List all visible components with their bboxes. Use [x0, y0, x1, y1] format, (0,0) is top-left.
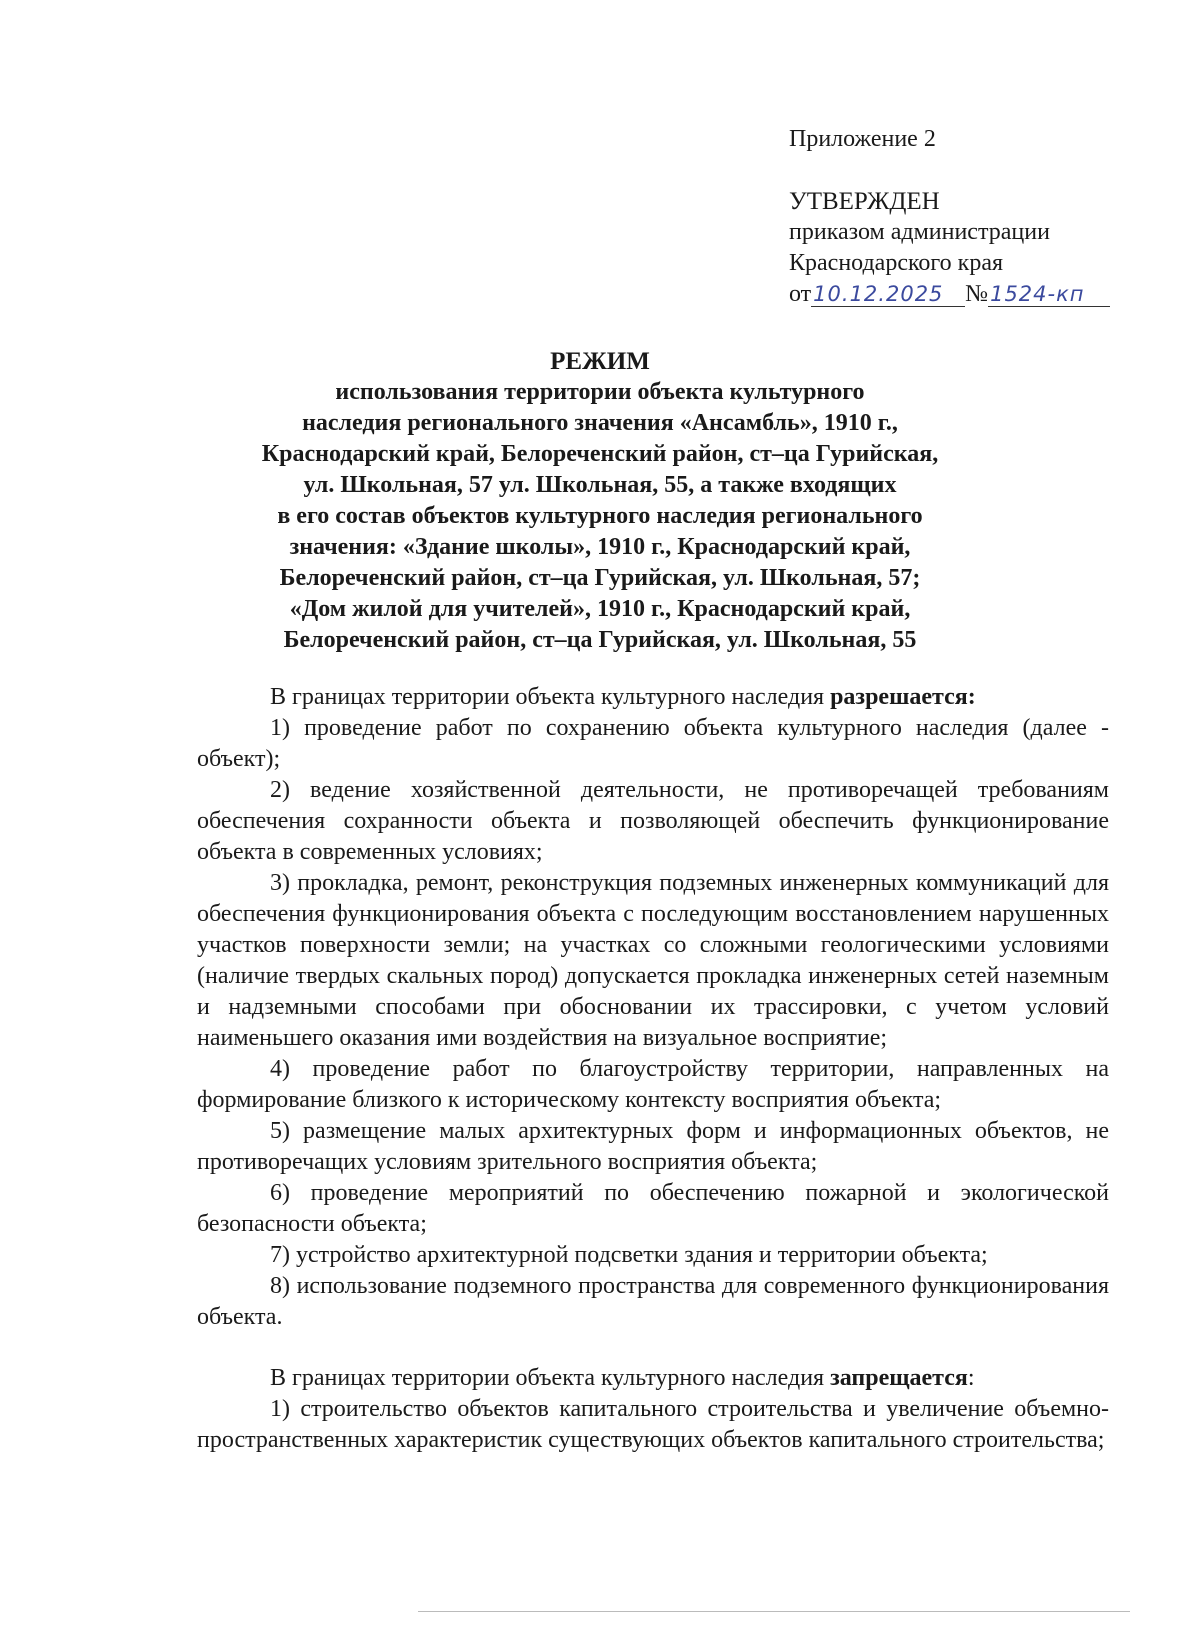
allowed-item: 7) устройство архитектурной подсветки здания и территории объекта; [270, 1242, 988, 1268]
forbidden-keyword: запрещается [830, 1365, 968, 1391]
date-prefix: от [789, 281, 812, 307]
allowed-item: 8) использование подземного пространства для современного функционирования объекта. [197, 1273, 1109, 1330]
title-line: Краснодарский край, Белореченский район, ст–ца Гурийская, [261, 441, 939, 467]
title-line: в его состав объектов культурного наследия регионального [277, 503, 923, 529]
number-prefix: № [965, 281, 989, 307]
title-line: Белореченский район, ст–ца Гурийская, ул. Школьная, 55 [283, 627, 917, 653]
date-number-line [789, 279, 1110, 310]
title-line: ул. Школьная, 57 ул. Школьная, 55, а также входящих [303, 472, 897, 498]
approved-label: УТВЕРЖДЕН [789, 188, 940, 215]
document-title [250, 346, 950, 656]
section-gap [197, 1333, 1109, 1363]
forbidden-intro: В границах территории объекта культурного наследия запрещается: [270, 1365, 975, 1391]
allowed-keyword: разрешается: [830, 684, 976, 710]
handwritten-number: 1524-кп [988, 282, 1110, 307]
bottom-rule [418, 1611, 1130, 1612]
title-line: значения: «Здание школы», 1910 г., Краснодарский край, [289, 534, 911, 560]
title-line: использования территории объекта культурного [335, 379, 865, 405]
annex-label: Приложение 2 [789, 126, 936, 152]
allowed-item: 6) проведение мероприятий по обеспечению пожарной и экологической безопасности объекта; [197, 1180, 1109, 1237]
title-heading: РЕЖИМ [550, 348, 650, 375]
document-body [197, 682, 1109, 1456]
handwritten-date: 10.12.2025 [811, 282, 965, 307]
allowed-item: 1) проведение работ по сохранению объекта культурного наследия (далее - объект); [197, 715, 1109, 772]
allowed-item: 5) размещение малых архитектурных форм и информационных объектов, не противоречащих условиям зрительного восприятия объекта; [197, 1118, 1109, 1175]
title-line: «Дом жилой для учителей», 1910 г., Краснодарский край, [289, 596, 911, 622]
allowed-item: 2) ведение хозяйственной деятельности, не противоречащей требованиям обеспечения сохранности объекта и позволяющей обеспечить функционирование объекта в современных условиях; [197, 777, 1109, 865]
forbidden-item: 1) строительство объектов капитального строительства и увеличение объемно-пространственных характеристик существующих объектов капитального строительства; [197, 1396, 1109, 1453]
title-line: Белореченский район, ст–ца Гурийская, ул. Школьная, 57; [279, 565, 921, 591]
title-line: наследия регионального значения «Ансамбль», 1910 г., [302, 410, 898, 436]
allowed-intro: В границах территории объекта культурного наследия разрешается: [270, 684, 976, 710]
approval-block [789, 124, 1110, 310]
approval-line-1: приказом администрации [789, 219, 1050, 245]
approval-line-2: Краснодарского края [789, 250, 1004, 276]
allowed-item: 3) прокладка, ремонт, реконструкция подземных инженерных коммуникаций для обеспечения функционирования объекта с последующим восстановлением нарушенных участков поверхности земли; на участках со сложными геологическими условиями (наличие твердых скальных пород) допускается прокладка инженерных сетей наземным и надземными способами при обосновании их трассировки, с учетом условий наименьшего оказания ими воздействия на визуальное восприятие; [197, 870, 1109, 1051]
allowed-item: 4) проведение работ по благоустройству территории, направленных на формирование близкого к историческому контексту восприятия объекта; [197, 1056, 1109, 1113]
